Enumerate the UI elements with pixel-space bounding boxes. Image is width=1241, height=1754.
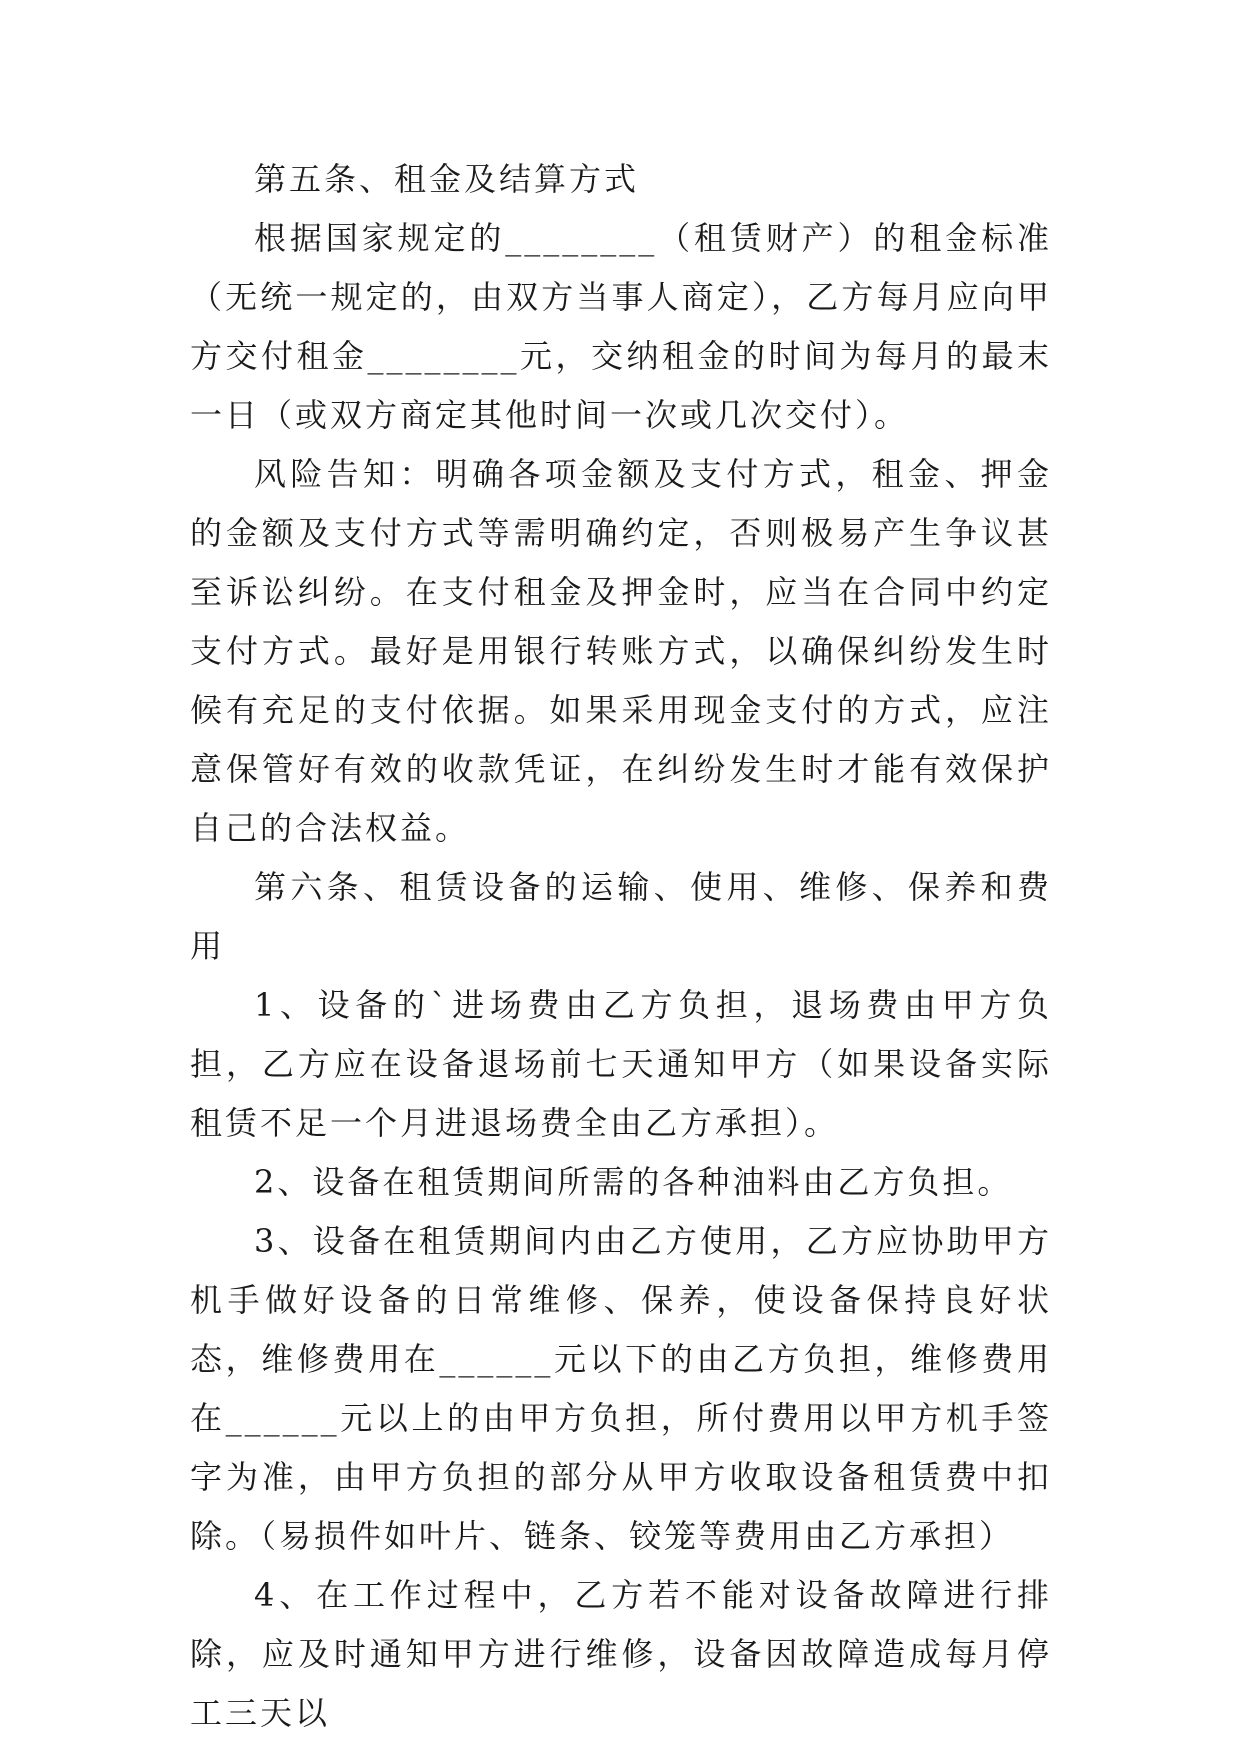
rent-standard-paragraph: 根据国家规定的________（租赁财产）的租金标准（无统一规定的，由双方当事人商定），乙方每月应向甲方交付租金________元，交纳租金的时间为每月的最末一日（或双方商定其他时间一次或几次交付）。 [190,219,1052,434]
clause-4-paragraph: 4、在工作过程中，乙方若不能对设备故障进行排除，应及时通知甲方进行维修，设备因故障造成每月停工三天以 [190,1576,1052,1732]
clause-1-paragraph: 1、设备的`进场费由乙方负担，退场费由甲方负担，乙方应在设备退场前七天通知甲方（如果设备实际租赁不足一个月进退场费全由乙方承担）。 [190,986,1052,1142]
clause-2-paragraph: 2、设备在租赁期间所需的各种油料由乙方负担。 [254,1163,1013,1201]
article-6-heading: 第六条、租赁设备的运输、使用、维修、保养和费用 [190,868,1052,965]
document-body [190,150,1052,1743]
article-5-heading: 第五条、租金及结算方式 [254,160,640,198]
clause-3-paragraph: 3、设备在租赁期间内由乙方使用，乙方应协助甲方机手做好设备的日常维修、保养，使设备保持良好状态，维修费用在______元以下的由乙方负担，维修费用在______元以上的由甲方负担，所付费用以甲方机手签字为准，由甲方负担的部分从甲方收取设备租赁费中扣除。（易损件如叶片、链条、铰笼等费用由乙方承担） [190,1222,1052,1555]
risk-notice-paragraph: 风险告知：明确各项金额及支付方式，租金、押金的金额及支付方式等需明确约定，否则极易产生争议甚至诉讼纠纷。在支付租金及押金时，应当在合同中约定支付方式。最好是用银行转账方式，以确保纠纷发生时候有充足的支付依据。如果采用现金支付的方式，应注意保管好有效的收款凭证，在纠纷发生时才能有效保护自己的合法权益。 [190,455,1052,847]
